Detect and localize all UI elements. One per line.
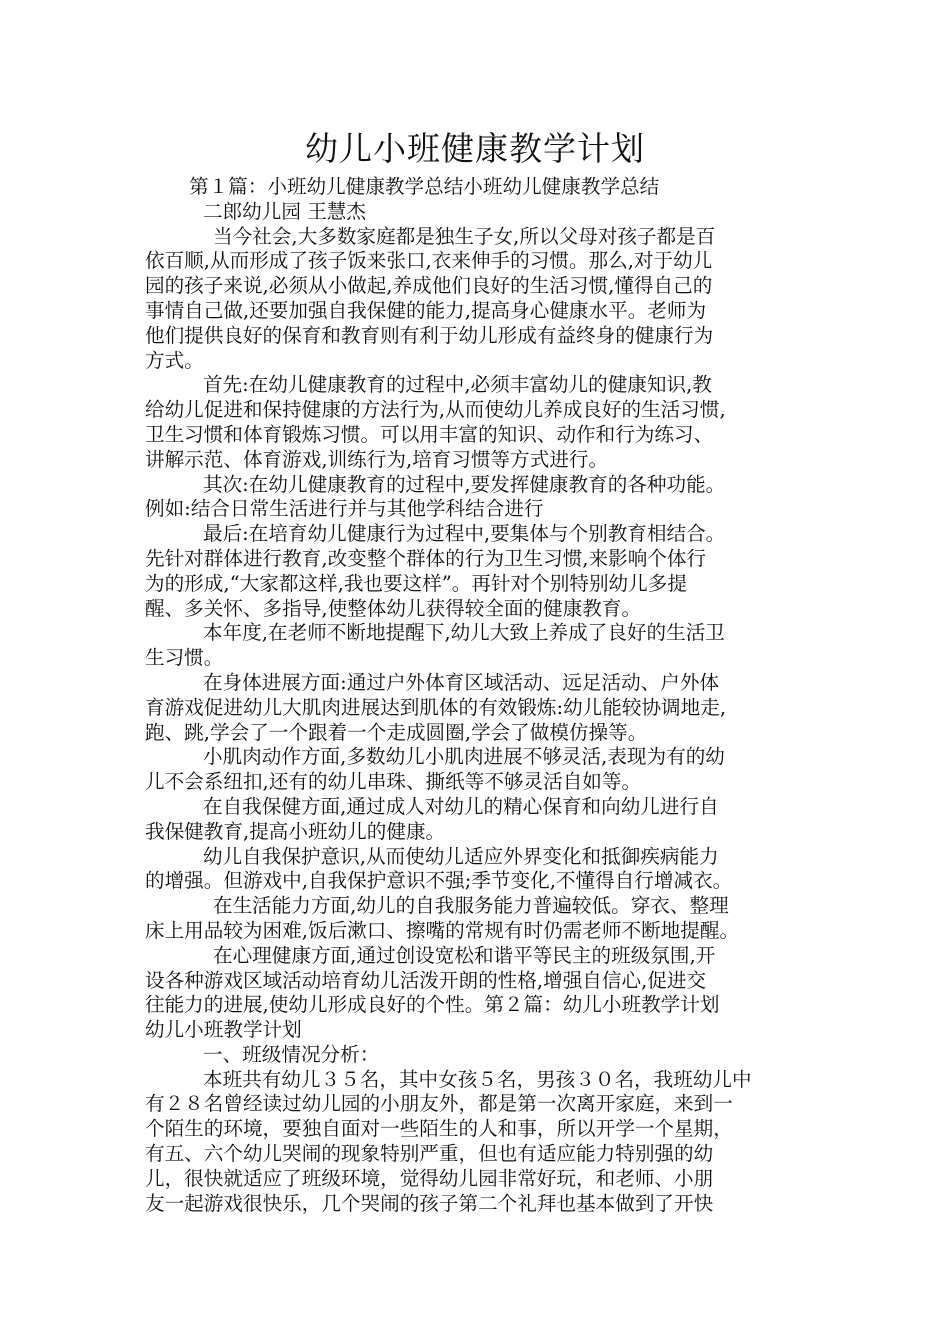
paragraph-line: 生习惯。 — [145, 646, 224, 670]
paragraph-line: 其次:在幼儿健康教育的过程中,要发挥健康教育的各种功能。 — [203, 472, 726, 496]
paragraph-line: 依百顺,从而形成了孩子饭来张口,衣来伸手的习惯。那么,对于幼儿 — [145, 249, 713, 273]
paragraph-line: 园的孩子来说,必须从小做起,养成他们良好的生活习惯,懂得自己的 — [145, 274, 713, 298]
paragraph-line: 先针对群体进行教育,改变整个群体的行为卫生习惯,来影响个体行 — [145, 546, 707, 570]
paragraph-line: 给幼儿促进和保持健康的方法行为,从而使幼儿养成良好的生活习惯, — [145, 398, 726, 422]
paragraph-line: 他们提供良好的保育和教育则有利于幼儿形成有益终身的健康行为 — [145, 323, 714, 347]
paragraph-line: 方式。 — [145, 348, 204, 372]
paragraph-line: 醒、多关怀、多指导,使整体幼儿获得较全面的健康教育。 — [145, 596, 642, 620]
paragraph-line: 有２８名曾经读过幼儿园的小朋友外，都是第一次离开家庭，来到一 — [145, 1092, 733, 1116]
paragraph-line: 例如:结合日常生活进行并与其他学科结合进行 — [145, 497, 544, 521]
paragraph-line: 本年度,在老师不断地提醒下,幼儿大致上养成了良好的生活卫 — [203, 621, 725, 645]
section-heading: 第１篇：小班幼儿健康教学总结小班幼儿健康教学总结 — [189, 175, 660, 198]
document-title: 幼儿小班健康教学计划 — [305, 129, 645, 168]
paragraph-line: 跑、跳,学会了一个跟着一个走成圆圈,学会了做模仿操等。 — [145, 720, 648, 744]
paragraph-line: 在身体进展方面:通过户外体育区域活动、远足活动、户外体 — [203, 670, 720, 694]
paragraph-line: 在心理健康方面,通过创设宽松和谐平等民主的班级氛围,开 — [213, 943, 716, 967]
paragraph-line: 育游戏促进幼儿大肌肉进展达到肌体的有效锻炼:幼儿能较协调地走, — [145, 695, 727, 719]
paragraph-line: 幼儿自我保护意识,从而使幼儿适应外界变化和抵御疾病能力 — [203, 844, 719, 868]
paragraph-line: 讲解示范、体育游戏,训练行为,培育习惯等方式进行。 — [145, 447, 609, 471]
paragraph-line: 幼儿小班教学计划 — [145, 1018, 302, 1042]
paragraph-line: 在自我保健方面,通过成人对幼儿的精心保育和向幼儿进行自 — [203, 794, 719, 818]
paragraph-line: 当今社会,大多数家庭都是独生子女,所以父母对孩子都是百 — [213, 224, 716, 248]
paragraph-line: 卫生习惯和体育锻炼习惯。可以用丰富的知识、动作和行为练习、 — [145, 422, 714, 446]
paragraph-line: 事情自己做,还要加强自我保健的能力,提高身心健康水平。老师为 — [145, 298, 707, 322]
paragraph-line: 最后:在培育幼儿健康行为过程中,要集体与个别教育相结合。 — [203, 522, 726, 546]
paragraph-line: 为的形成,“大家都这样,我也要这样”。再针对个别特别幼儿多提 — [145, 571, 687, 595]
paragraph-line: 床上用品较为困难,饭后漱口、擦嘴的常规有时仍需老师不断地提醒。 — [145, 918, 740, 942]
paragraph-line: 设各种游戏区域活动培育幼儿活泼开朗的性格,增强自信心,促进交 — [145, 968, 707, 992]
section-heading: 一、班级情况分析： — [203, 1042, 380, 1066]
paragraph-line: 我保健教育,提高小班幼儿的健康。 — [145, 819, 446, 843]
paragraph-line: 友一起游戏很快乐，几个哭闹的孩子第二个礼拜也基本做到了开快 — [145, 1191, 714, 1215]
paragraph-line: 个陌生的环境，要独自面对一些陌生的人和事，所以开学一个星期， — [145, 1117, 733, 1141]
paragraph-line: 儿不会系纽扣,还有的幼儿串珠、撕纸等不够灵活自如等。 — [145, 770, 642, 794]
paragraph-line: 小肌肉动作方面,多数幼儿小肌肉进展不够灵活,表现为有的幼 — [203, 745, 725, 769]
paragraph-line: 首先:在幼儿健康教育的过程中,必须丰富幼儿的健康知识,教 — [203, 373, 712, 397]
paragraph-line: 儿，很快就适应了班级环境，觉得幼儿园非常好玩，和老师、小朋 — [145, 1166, 714, 1190]
document-body — [145, 175, 813, 1216]
paragraph-line: 有五、六个幼儿哭闹的现象特别严重，但也有适应能力特别强的幼 — [145, 1142, 714, 1166]
paragraph-line: 本班共有幼儿３５名，其中女孩５名，男孩３０名，我班幼儿中 — [203, 1067, 752, 1091]
paragraph-line: 在生活能力方面,幼儿的自我服务能力普遍较低。穿衣、整理 — [213, 894, 729, 918]
author-line: 二郎幼儿园 王慧杰 — [203, 199, 366, 223]
paragraph-line: 的增强。但游戏中,自我保护意识不强;季节变化,不懂得自行增减衣。 — [145, 869, 733, 893]
paragraph-line: 往能力的进展,使幼儿形成良好的个性。第２篇：幼儿小班教学计划 — [145, 993, 720, 1017]
